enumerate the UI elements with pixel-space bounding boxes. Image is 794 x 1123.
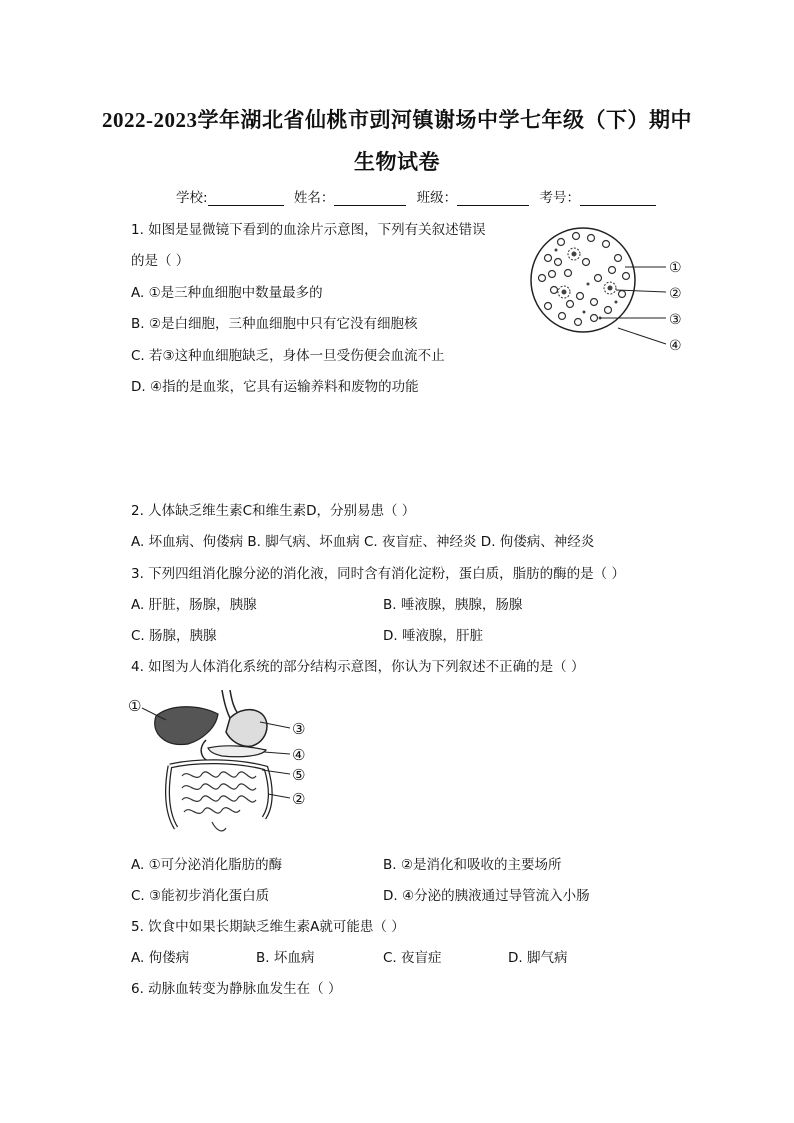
- name-blank[interactable]: [334, 191, 406, 206]
- q1-stem-line1: 1. 如图是显微镜下看到的血涂片示意图，下列有关叙述错误: [131, 222, 486, 238]
- q1-label-2: ②: [669, 286, 682, 302]
- q4-label-3: ③: [292, 720, 306, 738]
- exam-title-line1: 2022-2023学年湖北省仙桃市剅河镇谢场中学七年级（下）期中: [102, 108, 692, 132]
- name-label: 姓名：: [293, 190, 335, 206]
- q3-option-d: D. 唾液腺，肝脏: [383, 628, 483, 644]
- q6-stem: 6. 动脉血转变为静脉血发生在（ ）: [131, 981, 342, 997]
- q3-stem: 3. 下列四组消化腺分泌的消化液，同时含有消化淀粉，蛋白质，脂肪的酶的是（ ）: [131, 566, 625, 582]
- q4-label-2: ②: [292, 790, 306, 808]
- q3-option-a: A. 肝脏，肠腺，胰腺: [131, 597, 257, 613]
- q5-option-a: A. 佝偻病: [131, 950, 190, 966]
- q4-label-4: ④: [292, 746, 306, 764]
- q1-option-c: C. 若③这种血细胞缺乏，身体一旦受伤便会血流不止: [131, 348, 445, 364]
- school-blank[interactable]: [208, 191, 284, 206]
- exam-number-blank[interactable]: [580, 191, 656, 206]
- q2-options: A. 坏血病、佝偻病 B. 脚气病、坏血病 C. 夜盲症、神经炎 D. 佝偻病、神经炎: [131, 534, 595, 550]
- q4-option-a: A. ①可分泌消化脂肪的酶: [131, 857, 283, 873]
- q1-option-d: D. ④指的是血浆，它具有运输养料和废物的功能: [131, 379, 419, 395]
- q1-option-b: B. ②是白细胞，三种血细胞中只有它没有细胞核: [131, 316, 418, 332]
- q4-label-5: ⑤: [292, 766, 306, 784]
- q1-label-4: ④: [669, 338, 682, 354]
- q2-stem: 2. 人体缺乏维生素C和维生素D，分别易患（ ）: [131, 503, 416, 519]
- q5-option-b: B. 坏血病: [256, 950, 315, 966]
- q1-stem-line2: 的是（ ）: [131, 253, 190, 269]
- blood-smear-figure: [528, 218, 690, 358]
- q4-label-1: ①: [128, 697, 142, 715]
- q5-option-d: D. 脚气病: [508, 950, 568, 966]
- q4-option-d: D. ④分泌的胰液通过导管流入小肠: [383, 888, 590, 904]
- q4-option-b: B. ②是消化和吸收的主要场所: [383, 857, 562, 873]
- q1-label-3: ③: [669, 312, 682, 328]
- class-label: 班级：: [416, 190, 458, 206]
- q4-option-c: C. ③能初步消化蛋白质: [131, 888, 270, 904]
- q3-option-b: B. 唾液腺，胰腺，肠腺: [383, 597, 523, 613]
- q5-stem: 5. 饮食中如果长期缺乏维生素A就可能患（ ）: [131, 919, 405, 935]
- exam-number-label: 考号：: [539, 190, 580, 206]
- student-info-line: [176, 186, 662, 206]
- exam-title-line2: 生物试卷: [354, 150, 440, 174]
- q4-stem: 4. 如图为人体消化系统的部分结构示意图，你认为下列叙述不正确的是（ ）: [131, 659, 585, 675]
- q3-option-c: C. 肠腺，胰腺: [131, 628, 217, 644]
- q5-option-c: C. 夜盲症: [383, 950, 442, 966]
- digestive-system-figure: [126, 688, 326, 840]
- q1-option-a: A. ①是三种血细胞中数量最多的: [131, 285, 323, 301]
- class-blank[interactable]: [457, 191, 529, 206]
- q1-label-1: ①: [669, 260, 682, 276]
- school-label: 学校:: [176, 190, 208, 206]
